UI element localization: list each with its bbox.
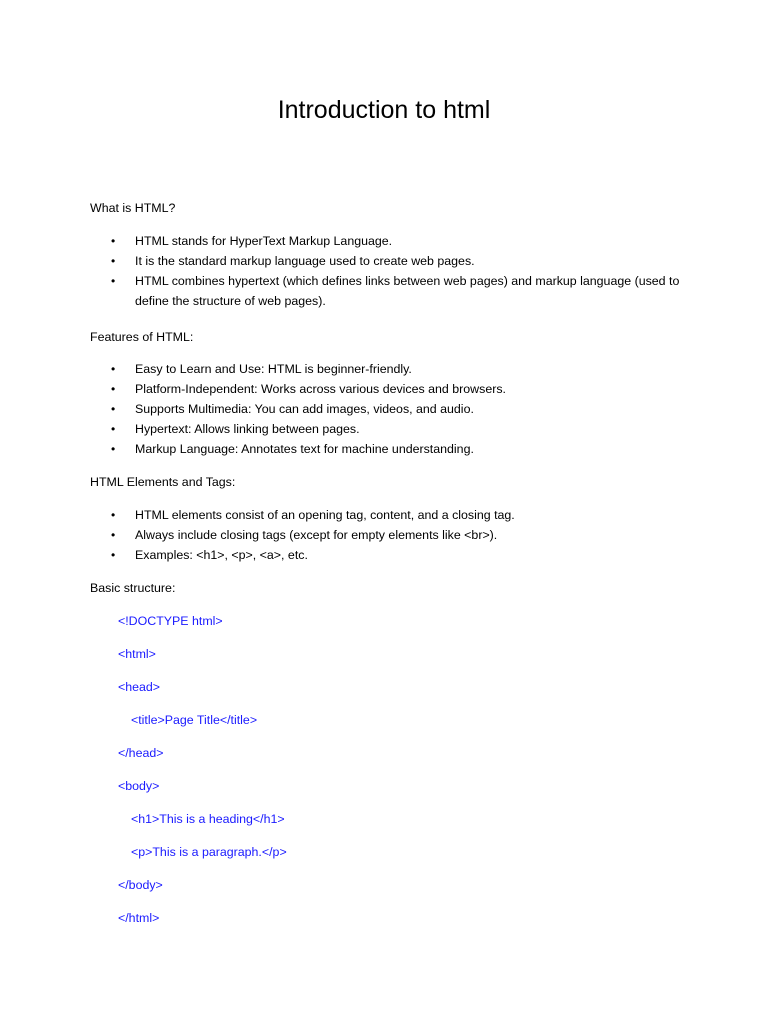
code-line: <head>: [118, 680, 161, 694]
list-item-text: It is the standard markup language used to create web pages.: [135, 254, 475, 268]
list-item: [90, 359, 690, 379]
document-body: [90, 198, 690, 928]
list-item-text: HTML stands for HyperText Markup Language.: [135, 234, 393, 248]
code-line: <!DOCTYPE html>: [118, 614, 223, 628]
list-item: [90, 419, 690, 439]
list-item: [90, 439, 690, 459]
section-heading-elements-tags: HTML Elements and Tags:: [90, 475, 236, 489]
list-item: [90, 399, 690, 419]
bullet-icon: •: [111, 362, 116, 376]
bullet-icon: •: [111, 508, 116, 522]
code-line: </body>: [118, 878, 163, 892]
list-item: [90, 545, 690, 565]
list-item-text: Platform-Independent: Works across various devices and browsers.: [135, 382, 506, 396]
bullet-icon: •: [111, 254, 116, 268]
section-heading-features: Features of HTML:: [90, 330, 194, 344]
list-item: [90, 505, 690, 525]
document-title: Introduction to html: [277, 96, 491, 124]
bullet-icon: •: [111, 548, 116, 562]
list-item-text: Easy to Learn and Use: HTML is beginner-friendly.: [135, 362, 412, 376]
bullet-icon: •: [111, 528, 116, 542]
section-heading-basic-structure: Basic structure:: [90, 581, 176, 595]
list-item: [90, 525, 690, 545]
bullet-list-features: [90, 359, 690, 459]
code-line: <html>: [118, 647, 156, 661]
list-item-text: Always include closing tags (except for empty elements like <br>).: [135, 528, 498, 542]
list-item: [90, 231, 690, 251]
list-item-text: HTML elements consist of an opening tag, content, and a closing tag.: [135, 508, 515, 522]
list-item-text: Supports Multimedia: You can add images, videos, and audio.: [135, 402, 474, 416]
bullet-icon: •: [111, 422, 116, 436]
bullet-icon: •: [111, 402, 116, 416]
bullet-icon: •: [111, 234, 116, 248]
code-line: </head>: [118, 746, 164, 760]
list-item-text: Hypertext: Allows linking between pages.: [135, 422, 360, 436]
list-item-text: Markup Language: Annotates text for machine understanding.: [135, 442, 474, 456]
code-line: <h1>This is a heading</h1>: [131, 812, 285, 826]
bullet-icon: •: [111, 442, 116, 456]
list-item: [90, 251, 690, 271]
code-line: <title>Page Title</title>: [131, 713, 258, 727]
code-line: </html>: [118, 911, 160, 925]
section-heading-what-is-html: What is HTML?: [90, 201, 176, 215]
code-line: <p>This is a paragraph.</p>: [131, 845, 287, 859]
bullet-icon: •: [111, 382, 116, 396]
list-item-text: Examples: <h1>, <p>, <a>, etc.: [135, 548, 308, 562]
list-item: [90, 271, 690, 311]
code-block: [90, 611, 690, 928]
bullet-icon: •: [111, 274, 116, 288]
bullet-list-what-is-html: [90, 231, 690, 311]
bullet-list-elements-tags: [90, 505, 690, 565]
list-item-text: HTML combines hypertext (which defines links between web pages) and markup language (used to define the structure of web pages).: [135, 274, 680, 308]
list-item: [90, 379, 690, 399]
code-line: <body>: [118, 779, 160, 793]
